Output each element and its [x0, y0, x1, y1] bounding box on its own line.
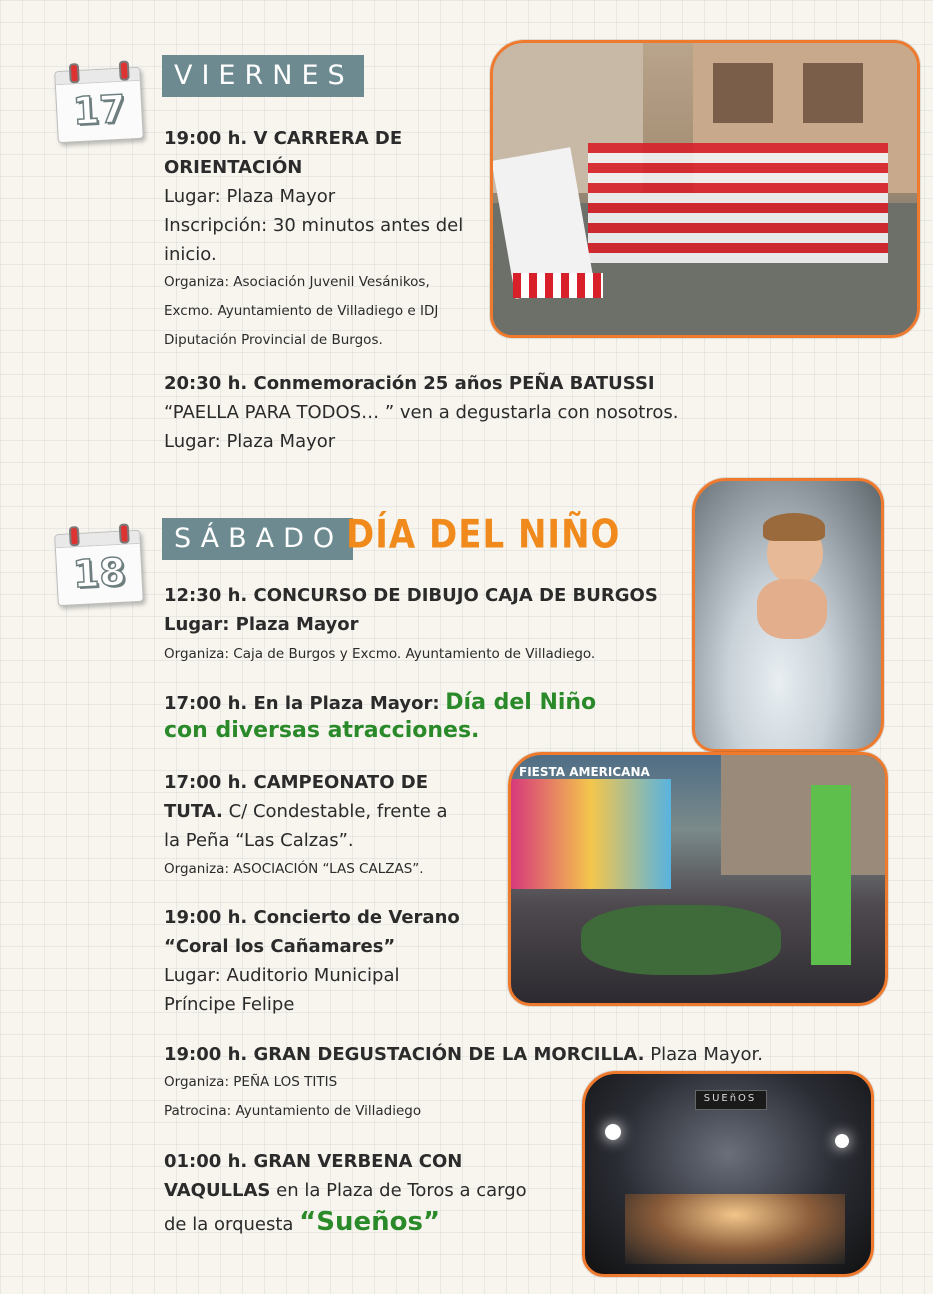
- event-title: 12:30 h. CONCURSO DE DIBUJO CAJA DE BURGOS: [164, 585, 658, 606]
- photo-concert-suenos: [582, 1071, 874, 1277]
- calendar-icon-17: [52, 55, 144, 139]
- event-title: 01:00 h. GRAN VERBENA CON: [164, 1151, 463, 1172]
- calendar-icon-18: [52, 518, 144, 602]
- special-day-title: DÍA DEL NIÑO: [346, 512, 621, 558]
- event-title: ORIENTACIÓN: [164, 157, 303, 178]
- fair-sign-text: FIESTA AMERICANA: [519, 765, 650, 779]
- photo-child-foam: [692, 478, 884, 752]
- event-location: C/ Condestable, frente a: [222, 801, 448, 822]
- event-title: 20:30 h. Conmemoración 25 años PEÑA BATUSSI: [164, 373, 655, 394]
- event-detail: [164, 1208, 440, 1239]
- event-title: [164, 688, 596, 718]
- event-location: Lugar: Plaza Mayor: [164, 186, 336, 207]
- event-location: Lugar: Plaza Mayor: [164, 431, 336, 452]
- event-title: 17:00 h. CAMPEONATO DE: [164, 772, 429, 793]
- day-number: 18: [71, 549, 127, 597]
- event-location: Lugar: Auditorio Municipal: [164, 965, 400, 986]
- event-organizer: Organiza: ASOCIACIÓN “LAS CALZAS”.: [164, 861, 424, 877]
- event-registration: Inscripción: 30 minutos antes del: [164, 215, 464, 236]
- event-title: 19:00 h. V CARRERA DE: [164, 128, 403, 149]
- event-title: “Coral los Cañamares”: [164, 936, 396, 957]
- stage-sign-text: SUEñOS: [703, 1093, 757, 1104]
- event-location: Plaza Mayor.: [644, 1044, 764, 1065]
- event-organizer: Diputación Provincial de Burgos.: [164, 332, 383, 348]
- day-label-viernes: VIERNES: [162, 55, 364, 97]
- event-title: 19:00 h. GRAN DEGUSTACIÓN DE LA MORCILLA.: [164, 1044, 645, 1065]
- event-sponsor: Patrocina: Ayuntamiento de Villadiego: [164, 1103, 422, 1119]
- photo-carrera-group: [490, 40, 920, 338]
- event-location: Lugar: Plaza Mayor: [164, 614, 359, 635]
- event-organizer: Organiza: PEÑA LOS TITIS: [164, 1074, 338, 1090]
- day-label-sabado: SÁBADO: [162, 518, 353, 560]
- event-detail: [164, 1040, 763, 1069]
- event-title: 19:00 h. Concierto de Verano: [164, 907, 460, 928]
- event-detail: [164, 1176, 527, 1205]
- day-number: 17: [71, 86, 127, 134]
- event-description: “PAELLA PARA TODOS… ” ven a degustarla con nosotros.: [164, 402, 679, 423]
- event-detail: [164, 797, 448, 826]
- event-time-place: 17:00 h. En la Plaza Mayor:: [164, 693, 440, 714]
- event-title: VAQULLAS: [164, 1180, 271, 1201]
- highlight-atracciones: con diversas atracciones.: [164, 718, 480, 743]
- highlight-suenos: “Sueños”: [299, 1207, 441, 1237]
- event-registration: inicio.: [164, 244, 217, 265]
- photo-fair-attractions: [508, 752, 888, 1006]
- event-orchestra-label: de la orquesta: [164, 1214, 300, 1235]
- event-organizer: Organiza: Asociación Juvenil Vesánikos,: [164, 274, 430, 290]
- event-organizer: Excmo. Ayuntamiento de Villadiego e IDJ: [164, 303, 439, 319]
- event-location: en la Plaza de Toros a cargo: [270, 1180, 527, 1201]
- event-location: Príncipe Felipe: [164, 994, 295, 1015]
- highlight-dia-del-nino: Día del Niño: [445, 690, 597, 715]
- event-location: la Peña “Las Calzas”.: [164, 830, 354, 851]
- event-organizer: Organiza: Caja de Burgos y Excmo. Ayuntamiento de Villadiego.: [164, 646, 596, 662]
- event-title: TUTA.: [164, 801, 223, 822]
